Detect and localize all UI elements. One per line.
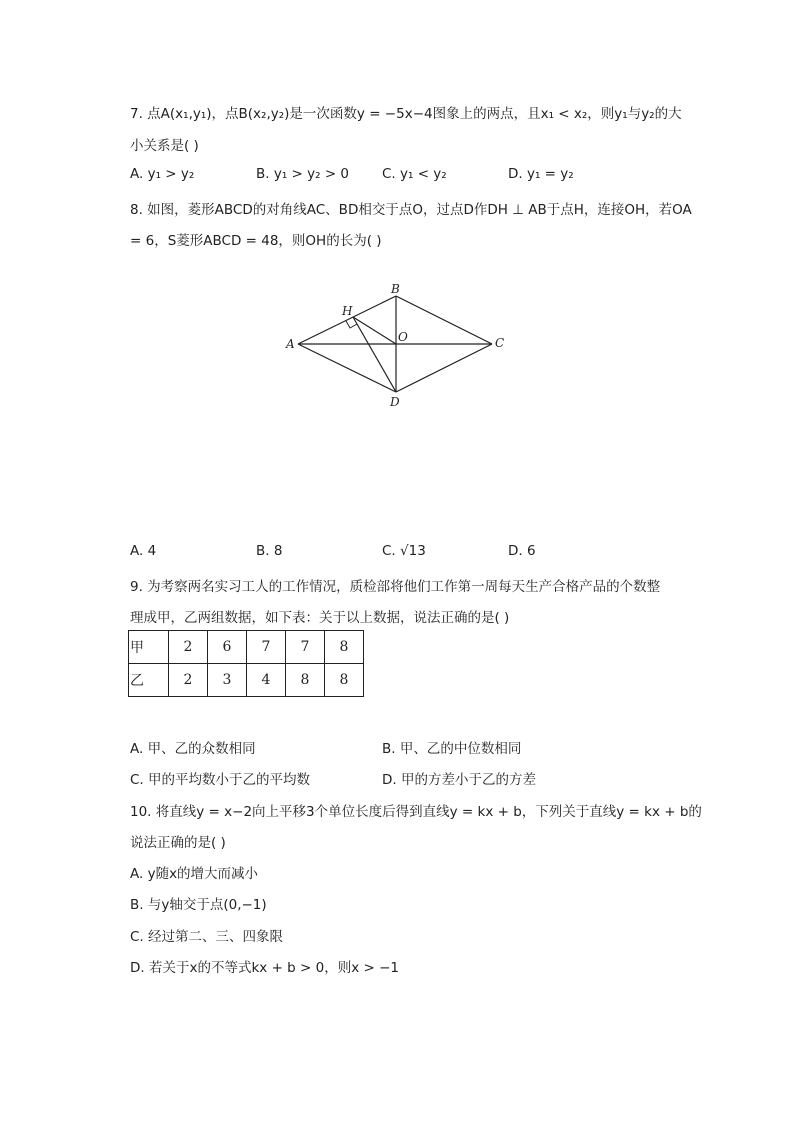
row-label: 乙 xyxy=(129,664,169,697)
q10-option-c: C. 经过第二、三、四象限 xyxy=(130,929,284,945)
side-da xyxy=(298,344,396,392)
q8-option-d: D. 6 xyxy=(508,543,536,559)
q7-option-a: A. y₁ > y₂ xyxy=(130,166,195,182)
label-b: B xyxy=(391,282,400,296)
q7-option-d: D. y₁ = y₂ xyxy=(508,166,574,182)
side-cd xyxy=(396,344,492,392)
q10-stem-line2: 说法正确的是( ) xyxy=(130,835,226,851)
label-h: H xyxy=(342,304,353,318)
table-cell: 7 xyxy=(286,631,325,664)
q9-option-d: D. 甲的方差小于乙的方差 xyxy=(382,772,536,788)
q9-option-b: B. 甲、乙的中位数相同 xyxy=(382,741,522,757)
table-cell: 4 xyxy=(247,664,286,697)
q10-option-b: B. 与y轴交于点(0,−1) xyxy=(130,897,267,913)
q7-stem-line1: 7. 点A(x₁,y₁)，点B(x₂,y₂)是一次函数y = −5x−4图象上的两点，且x₁ < x₂，则y₁与y₂的大 xyxy=(130,106,682,122)
q10-option-a: A. y随x的增大而减小 xyxy=(130,866,259,882)
q7-option-b: B. y₁ > y₂ > 0 xyxy=(256,166,350,182)
q8-option-b: B. 8 xyxy=(256,543,283,559)
q9-option-a: A. 甲、乙的众数相同 xyxy=(130,741,256,757)
table-row xyxy=(129,631,364,664)
table-cell: 6 xyxy=(208,631,247,664)
label-c: C xyxy=(495,336,505,350)
row-label: 甲 xyxy=(129,631,169,664)
segment-oh xyxy=(353,317,396,344)
q7-option-c: C. y₁ < y₂ xyxy=(382,166,447,182)
q8-option-a: A. 4 xyxy=(130,543,157,559)
rhombus-figure xyxy=(280,280,510,410)
table-cell: 2 xyxy=(169,631,208,664)
segment-dh xyxy=(353,317,396,392)
table-cell: 8 xyxy=(325,631,364,664)
table-cell: 8 xyxy=(325,664,364,697)
label-o: O xyxy=(398,330,408,344)
q8-stem-line2: = 6，S菱形ABCD = 48，则OH的长为( ) xyxy=(130,233,382,249)
q9-data-table xyxy=(128,630,364,697)
q9-stem-line2: 理成甲，乙两组数据，如下表：关于以上数据，说法正确的是( ) xyxy=(130,610,510,626)
table-cell: 3 xyxy=(208,664,247,697)
q7-stem-line2: 小关系是( ) xyxy=(130,138,199,154)
q9-option-c: C. 甲的平均数小于乙的平均数 xyxy=(130,772,311,788)
table-cell: 7 xyxy=(247,631,286,664)
q10-stem-line1: 10. 将直线y = x−2向上平移3个单位长度后得到直线y = kx + b，下列关于直线y = kx + b的 xyxy=(130,804,702,820)
label-a: A xyxy=(286,337,295,351)
q10-option-d: D. 若关于x的不等式kx + b > 0，则x > −1 xyxy=(130,960,400,976)
q8-option-c: C. √13 xyxy=(382,543,426,559)
table-cell: 8 xyxy=(286,664,325,697)
label-d: D xyxy=(390,395,400,409)
table-row xyxy=(129,664,364,697)
table-cell: 2 xyxy=(169,664,208,697)
q9-stem-line1: 9. 为考察两名实习工人的工作情况，质检部将他们工作第一周每天生产合格产品的个数整 xyxy=(130,579,661,595)
q8-stem-line1: 8. 如图，菱形ABCD的对角线AC、BD相交于点O，过点D作DH ⊥ AB于点H，连接OH，若OA xyxy=(130,202,692,218)
side-bc xyxy=(396,296,492,344)
